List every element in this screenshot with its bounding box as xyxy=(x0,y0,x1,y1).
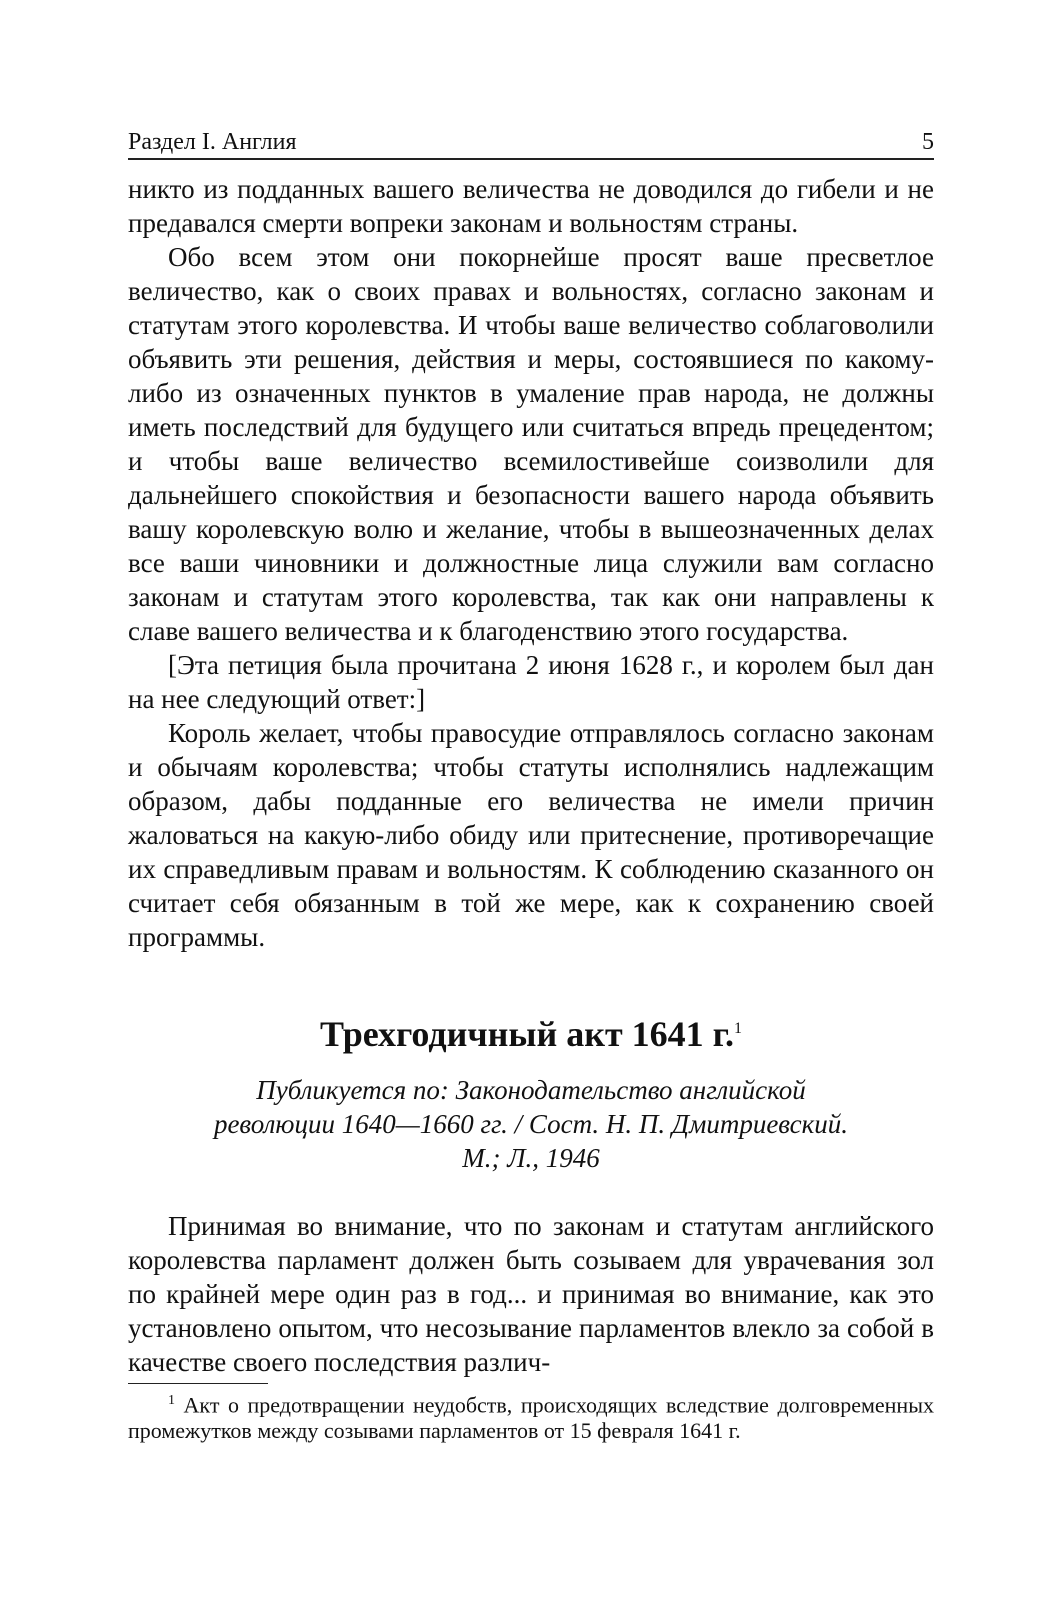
body-text xyxy=(128,172,934,954)
footnote-divider xyxy=(128,1383,268,1384)
footnote-ref: 1 xyxy=(733,1020,742,1037)
source-citation: Публикуется по: Законодательство английской революции 1640—1660 гг. / Сост. Н. П. Дмитриевский. М.; Л., 1946 xyxy=(213,1075,849,1173)
paragraph: [Эта петиция была прочитана 2 июня 1628 г., и королем был дан на нее следующий ответ:] xyxy=(128,650,934,714)
paragraph: Принимая во внимание, что по законам и статутам английского королевства парламент должен быть созываем для уврачевания зол по крайней мере один раз в год... и принимая во внимание, как это установлено опытом, что несозывание парламентов влекло за собой в качестве своего последствия различ- xyxy=(128,1211,934,1377)
section-heading: Раздел I. Англия xyxy=(128,129,297,155)
footnote-marker: 1 xyxy=(168,1393,175,1408)
paragraph: Обо всем этом они покорнейше просят ваше пресветлое величество, как о своих правах и вольностях, согласно законам и статутам этого королевства. И чтобы ваше величество соблаговолили объявить эти решения, действия и меры, состоявшиеся по какому-либо из означенных пунктов в умаление прав народа, не должны иметь последствий для будущего или считаться впредь прецедентом; и чтобы ваше величество всемилостивейше соизволили для дальнейшего спокойствия и безопасности вашего народа объявить вашу королевскую волю и желание, чтобы в вышеозначенных делах все ваши чиновники и должностные лица служили вам согласно законам и статутам этого королевства, так как они направлены к славе вашего величества и к благоденствию этого государства. xyxy=(128,242,934,646)
section-title-text: Трехгодичный акт 1641 г. xyxy=(320,1014,734,1054)
page-number: 5 xyxy=(922,129,934,155)
act-text xyxy=(128,1209,934,1379)
footnote xyxy=(128,1388,934,1444)
paragraph: никто из подданных вашего величества не доводился до гибели и не предавался смерти вопреки законам и вольностям страны. xyxy=(128,174,934,238)
paragraph: Король желает, чтобы правосудие отправлялось согласно законам и обычаям королевства; чтобы статуты исполнялись надлежащим образом, дабы подданные его величества не имели причин жаловаться на какую-либо обиду или притеснение, противоречащие их справедливым правам и вольностям. К соблюдению сказанного он считает себя обязанным в той же мере, как к сохранению своей программы. xyxy=(128,718,934,952)
section-title xyxy=(128,1008,934,1055)
footnote-text: Акт о предотвращении неудобств, происходящих вследствие долговременных промежутков между созывами парламентов от 15 февраля 1641 г. xyxy=(128,1392,934,1444)
running-header xyxy=(128,128,934,160)
book-page xyxy=(128,128,934,1444)
